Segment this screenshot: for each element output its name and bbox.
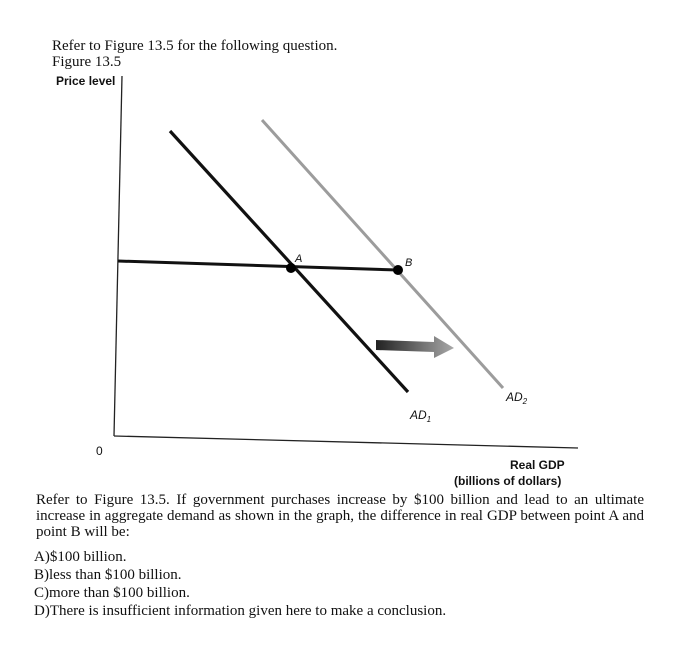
ad2-label xyxy=(505,390,528,406)
x-axis xyxy=(114,436,578,448)
x-axis-unit-label: (billions of dollars) xyxy=(454,474,562,488)
answer-options xyxy=(34,548,446,620)
question-text: Refer to Figure 13.5. If government purchases increase by $100 billion and lead to an ultimate increase in aggregate demand as shown in the graph, the difference in real GDP between point A and point B will be: xyxy=(36,492,644,540)
shift-arrow xyxy=(376,336,454,358)
ad2-label-sub: 2 xyxy=(522,397,528,406)
ad1-label-main: AD xyxy=(410,408,427,422)
x-axis-label: Real GDP xyxy=(510,458,565,472)
option-a[interactable]: A)$100 billion. xyxy=(34,549,127,565)
option-b[interactable]: B)less than $100 billion. xyxy=(34,567,182,583)
horizontal-line-a-to-b xyxy=(118,261,398,270)
point-a-label: A xyxy=(295,253,303,265)
y-axis-label: Price level xyxy=(56,74,116,88)
origin-label: 0 xyxy=(96,444,103,458)
ad1-label xyxy=(409,408,431,424)
figure-label: Figure 13.5 xyxy=(52,54,122,70)
option-c[interactable]: C)more than $100 billion. xyxy=(34,585,190,601)
point-b-label: B xyxy=(405,257,413,269)
y-axis xyxy=(114,76,122,436)
ad1-curve xyxy=(170,131,408,392)
point-b xyxy=(393,265,403,275)
ad1-label-sub: 1 xyxy=(426,415,432,424)
intro-text: Refer to Figure 13.5 for the following question. xyxy=(52,38,338,54)
ad2-label-main: AD xyxy=(506,390,523,404)
option-d[interactable]: D)There is insufficient information given here to make a conclusion. xyxy=(34,603,447,619)
